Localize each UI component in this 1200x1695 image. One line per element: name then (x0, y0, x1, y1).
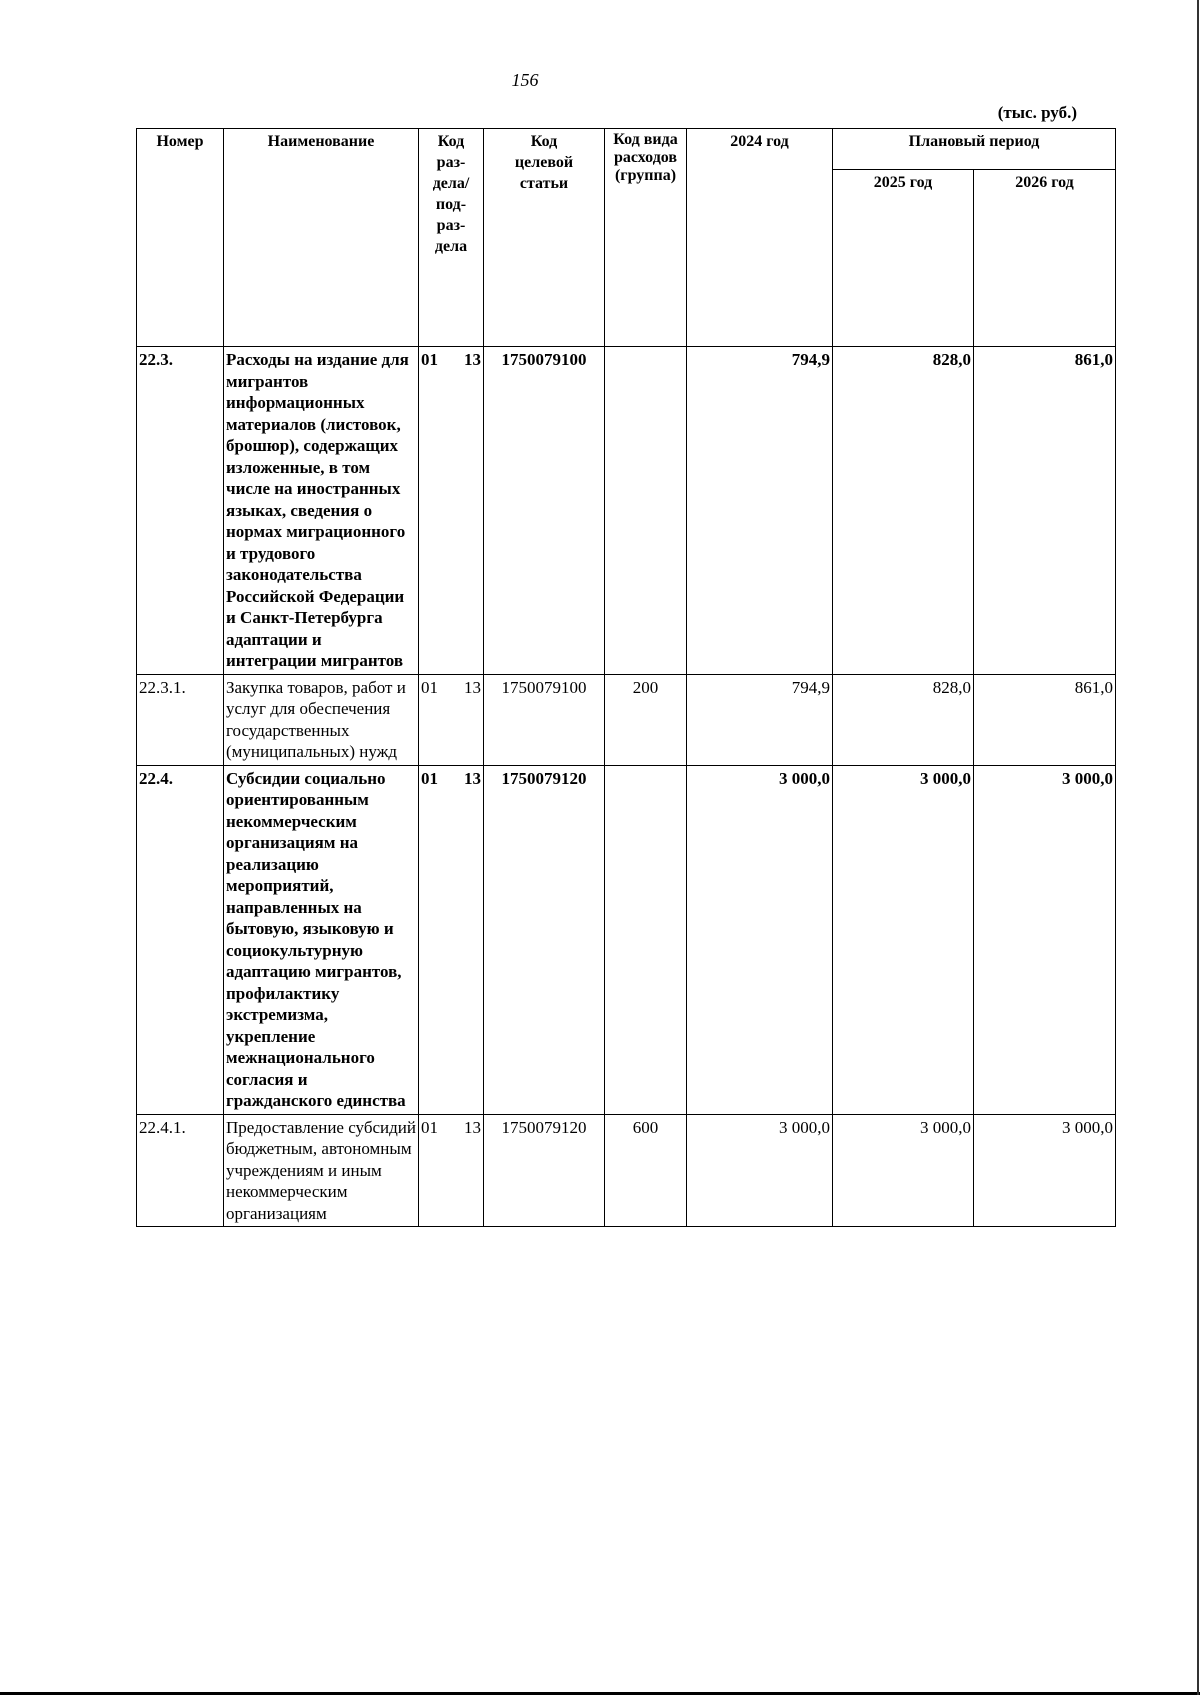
scan-right-edge (1197, 0, 1199, 1695)
row-expense-type (605, 347, 687, 675)
row-expense-type (605, 765, 687, 1114)
row-target-code: 1750079120 (484, 765, 605, 1114)
header-planning-period: Плановый период (833, 129, 1116, 170)
header-name: Наименование (224, 129, 419, 347)
row-section-code (419, 1114, 484, 1227)
row-target-code: 1750079120 (484, 1114, 605, 1227)
row-expense-type: 600 (605, 1114, 687, 1227)
header-year-2024: 2024 год (687, 129, 833, 347)
row-section: 01 (421, 677, 438, 697)
row-number: 22.4. (137, 765, 224, 1114)
table-row (137, 674, 1116, 765)
units-label: (тыс. руб.) (997, 103, 1077, 122)
row-name: Расходы на издание для мигрантов информационных материалов (листовок, брошюр), содержащих изложенные, в том числе на иностранных языках, сведения о нормах миграционного и трудового законодательства Российской Федерации и Санкт-Петербурга адаптации и интеграции мигрантов (224, 347, 419, 675)
row-section: 01 (421, 1117, 438, 1137)
row-subsection: 13 (464, 350, 481, 369)
header-year-2026: 2026 год (974, 170, 1116, 347)
row-name: Предоставление субсидий бюджетным, автономным учреждениям и иным некоммерческим организациям (224, 1114, 419, 1227)
row-amount-2026: 861,0 (974, 674, 1116, 765)
row-target-code: 1750079100 (484, 347, 605, 675)
row-amount-2025: 3 000,0 (833, 765, 974, 1114)
header-year-2025: 2025 год (833, 170, 974, 347)
row-name: Субсидии социально ориентированным некоммерческим организациям на реализацию мероприятий, направленных на бытовую, языковую и социокультурную адаптацию мигрантов, профилактику экстремизма, укрепление межнационального согласия и гражданского единства (224, 765, 419, 1114)
row-section-code (419, 347, 484, 675)
row-amount-2024: 3 000,0 (687, 1114, 833, 1227)
budget-table (136, 128, 1116, 1227)
row-amount-2025: 3 000,0 (833, 1114, 974, 1227)
table-row (137, 1114, 1116, 1227)
row-section: 01 (421, 768, 438, 788)
row-target-code: 1750079100 (484, 674, 605, 765)
table-body (137, 347, 1116, 1227)
row-subsection: 13 (464, 768, 481, 788)
table-row (137, 765, 1116, 1114)
row-expense-type: 200 (605, 674, 687, 765)
row-amount-2026: 3 000,0 (974, 765, 1116, 1114)
row-amount-2024: 794,9 (687, 674, 833, 765)
header-target-code: Код целевой статьи (484, 129, 605, 347)
header-number: Номер (137, 129, 224, 347)
row-subsection: 13 (464, 677, 481, 697)
row-amount-2026: 3 000,0 (974, 1114, 1116, 1227)
row-number: 22.3.1. (137, 674, 224, 765)
row-amount-2025: 828,0 (833, 347, 974, 675)
row-section-code (419, 765, 484, 1114)
row-section-code (419, 674, 484, 765)
header-section-code: Код раз- дела/ под- раз- дела (419, 129, 484, 347)
row-subsection: 13 (464, 1117, 481, 1137)
row-number: 22.3. (137, 347, 224, 675)
row-section: 01 (421, 350, 438, 369)
row-amount-2026: 861,0 (974, 347, 1116, 675)
row-amount-2024: 3 000,0 (687, 765, 833, 1114)
table-row (137, 347, 1116, 675)
row-number: 22.4.1. (137, 1114, 224, 1227)
row-amount-2024: 794,9 (687, 347, 833, 675)
header-expense-type: Код вида расходов (группа) (605, 129, 687, 347)
page-number: 156 (511, 70, 539, 90)
table-header-row (137, 129, 1116, 170)
row-amount-2025: 828,0 (833, 674, 974, 765)
row-name: Закупка товаров, работ и услуг для обеспечения государственных (муниципальных) нужд (224, 674, 419, 765)
